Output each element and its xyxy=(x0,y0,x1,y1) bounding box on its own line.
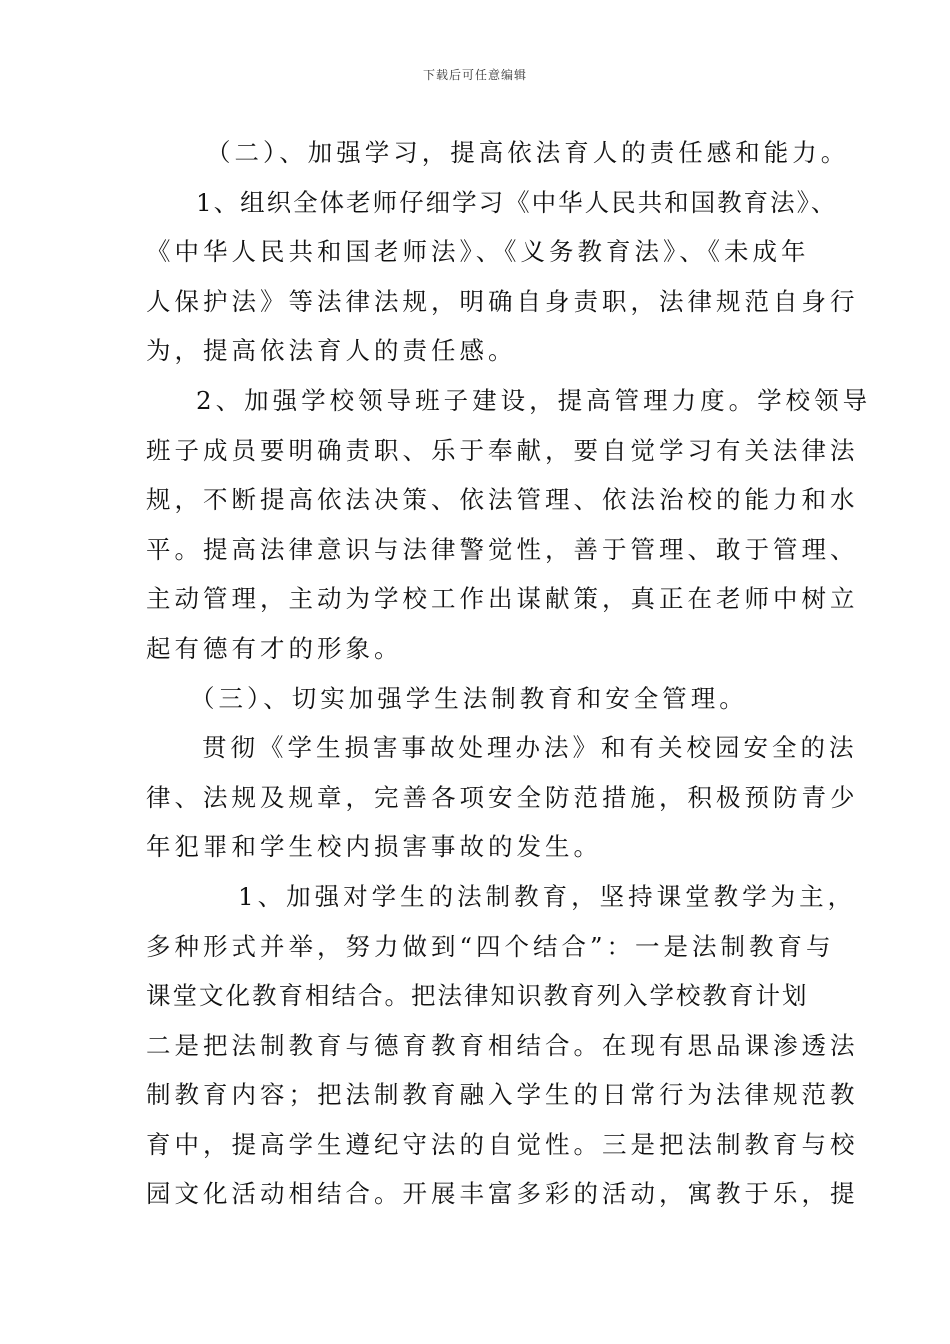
section-heading-3: （三）、切实加强学生法制教育和安全管理。 xyxy=(190,683,748,713)
paragraph-line: 平。提高法律意识与法律警觉性，善于管理、敢于管理、 xyxy=(146,534,859,564)
paragraph-line: 1、加强对学生的法制教育，坚持课堂教学为主， xyxy=(238,881,857,911)
paragraph-line: 年犯罪和学生校内损害事故的发生。 xyxy=(146,832,602,862)
paragraph-line: 课堂文化教育相结合。把法律知识教育列入学校教育计划 xyxy=(146,981,809,1011)
document-body xyxy=(146,128,872,1219)
paragraph-line: 主动管理，主动为学校工作出谋献策，真正在老师中树立 xyxy=(146,584,859,614)
paragraph-line: 制教育内容；把法制教育融入学生的日常行为法律规范教 xyxy=(146,1080,859,1110)
paragraph-line: 人保护法》等法律法规，明确自身责职，法律规范自身行 xyxy=(146,286,859,316)
paragraph-line: 贯彻《学生损害事故处理办法》和有关校园安全的法 xyxy=(202,733,858,763)
paragraph-line: 育中，提高学生遵纪守法的自觉性。三是把法制教育与校 xyxy=(146,1129,859,1159)
section-heading-2: （二）、加强学习，提高依法育人的责任感和能力。 xyxy=(206,138,850,167)
paragraph-line: 园文化活动相结合。开展丰富多彩的活动，寓教于乐，提 xyxy=(146,1179,859,1209)
paragraph-line: 二是把法制教育与德育教育相结合。在现有思品课渗透法 xyxy=(146,1030,859,1060)
paragraph-line: 班子成员要明确责职、乐于奉献，要自觉学习有关法律法 xyxy=(146,435,859,465)
paragraph-line: 多种形式并举，努力做到“四个结合”：一是法制教育与 xyxy=(146,931,835,961)
paragraph-line: 1、组织全体老师仔细学习《中华人民共和国教育法》、 xyxy=(196,187,838,217)
paragraph-line: 为，提高依法育人的责任感。 xyxy=(146,336,517,366)
paragraph-line: 规，不断提高依法决策、依法管理、依法治校的能力和水 xyxy=(146,485,859,515)
download-note: 下载后可任意编辑 xyxy=(422,68,527,82)
paragraph-line: 律、法规及规章，完善各项安全防范措施，积极预防青少 xyxy=(146,782,859,812)
paragraph-line: 起有德有才的形象。 xyxy=(146,633,403,663)
paragraph-line: 2、加强学校领导班子建设，提高管理力度。学校领导 xyxy=(196,385,872,415)
paragraph-line: 《中华人民共和国老师法》、《义务教育法》、《未成年 xyxy=(146,237,810,267)
